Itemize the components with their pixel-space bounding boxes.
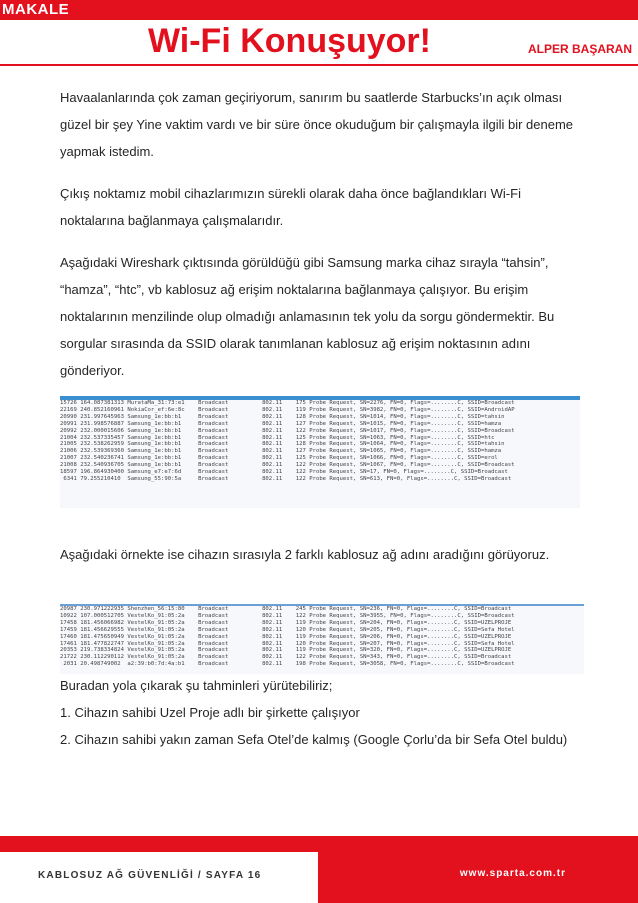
packet-row: 17459 181.456629555 VestelKo_91:05:2a Broadcast 802.11 120 Probe Request, SN=205, FN=0, Flags=........C, SSID=Sefa Hotel xyxy=(60,626,515,633)
packet-row: 17458 181.456066982 VestelKo_91:05:2a Broadcast 802.11 119 Probe Request, SN=204, FN=0, Flags=........C, SSID=UZELPROJE xyxy=(60,619,512,626)
packet-row: 6341 79.255210410 Samsung_55:90:5a Broadcast 802.11 122 Probe Request, SN=613, FN=0, Flags=........C, SSID=Broadcast xyxy=(60,475,512,482)
footer-website-link[interactable]: www.sparta.com.tr xyxy=(459,868,566,879)
packet-row: 2031 20.498749002 a2:39:b0:7d:4a:b1 Broadcast 802.11 198 Probe Request, SN=3058, FN=0, Flags=........C, SSID=Broadcast xyxy=(60,661,515,668)
packet-row: 21004 232.537335457 Samsung_1e:bb:b1 Broadcast 802.11 125 Probe Request, SN=1063, FN=0, Flags=........C, SSID=htc xyxy=(60,434,495,441)
packet-row: 20991 231.998576887 Samsung_1e:bb:b1 Broadcast 802.11 127 Probe Request, SN=1015, FN=0, Flags=........C, SSID=hamza xyxy=(60,420,502,427)
packet-row: 15726 164.087381313 MurataMa_31:73:e1 Broadcast 802.11 175 Probe Request, SN=2276, FN=0, Flags=........C, SSID=Broadcast xyxy=(60,400,515,406)
footer-series-label: KABLOSUZ AĞ GÜVENLİĞİ / SAYFA 16 xyxy=(38,870,262,881)
header-divider xyxy=(0,64,638,66)
paragraph-example: Aşağıdaki örnekte ise cihazın sırasıyla 2 farklı kablosuz ağ adını aradığını görüyoruz. xyxy=(60,547,550,562)
paragraph-intro: Havaalanlarında çok zaman geçiriyorum, sanırım bu saatlerde Starbucks’ın açık olması güzel bir şey Yine vaktim vardı ve bir süre önce okuduğum bir çalışmayla ilgili bir deneme yapmak istedim. xyxy=(60,90,574,159)
wireshark-capture-1 xyxy=(60,396,580,508)
conclusion-item-2: 2. Cihazın sahibi yakın zaman Sefa Otel’de kalmış (Google Çorlu’da bir Sefa Otel buldu) xyxy=(60,732,568,747)
packet-row: 18597 196.864930400 Samsung_e7:e7:6d Broadcast 802.11 122 Probe Request, SN=17, FN=0, Flags=........C, SSID=Broadcast xyxy=(60,469,508,476)
packet-row: 20353 219.738334824 VestelKo_91:05:2a Broadcast 802.11 119 Probe Request, SN=320, FN=0, Flags=........C, SSID=UZELPROJE xyxy=(60,647,512,654)
packet-row: 21005 232.538262959 Samsung_1e:bb:b1 Broadcast 802.11 128 Probe Request, SN=1064, FN=0, Flags=........C, SSID=tahsin xyxy=(60,441,505,448)
section-label: MAKALE xyxy=(2,1,70,18)
conclusion-item-1: 1. Cihazın sahibi Uzel Proje adlı bir şirkette çalışıyor xyxy=(60,705,360,720)
packet-row: 20992 232.000015606 Samsung_1e:bb:b1 Broadcast 802.11 122 Probe Request, SN=1017, FN=0, Flags=........C, SSID=Broadcast xyxy=(60,427,515,434)
paragraph-starting-point: Çıkış noktamız mobil cihazlarımızın sürekli olarak daha önce bağlandıkları Wi-Fi noktalarına bağlanmaya çalışmalarıdır. xyxy=(60,186,521,228)
conclusion-block xyxy=(60,672,580,753)
paragraph-wireshark: Aşağıdaki Wireshark çıktısında görüldüğü gibi Samsung marka cihaz sırayla “tahsin”, “hamza”, “htc”, vb kablosuz ağ erişim noktalarına bağlanmaya çalışıyor. Bu erişim noktalarının menzilinde olup olmadığı anlamasının tek yolu da sorgu göndermektir. Bu sorgular sırasında da SSID olarak tanımlanan kablosuz ağ erişim noktasının adını gönderiyor. xyxy=(60,255,555,378)
packet-row: 10922 107.000512705 VestelKo_91:05:2a Broadcast 802.11 122 Probe Request, SN=3955, FN=0, Flags=........C, SSID=Broadcast xyxy=(60,612,515,619)
packet-row: 20990 231.997645963 Samsung_1e:bb:b1 Broadcast 802.11 128 Probe Request, SN=1014, FN=0, Flags=........C, SSID=tahsin xyxy=(60,413,505,420)
packet-row: 21006 232.539369360 Samsung_1e:bb:b1 Broadcast 802.11 127 Probe Request, SN=1065, FN=0, Flags=........C, SSID=hamza xyxy=(60,448,502,455)
packet-row: 17461 181.477822747 VestelKo_91:05:2a Broadcast 802.11 120 Probe Request, SN=207, FN=0, Flags=........C, SSID=Sefa Hotel xyxy=(60,640,515,647)
packet-row: 21008 232.540936705 Samsung_1e:bb:b1 Broadcast 802.11 122 Probe Request, SN=1067, FN=0, Flags=........C, SSID=Broadcast xyxy=(60,462,515,469)
packet-row: 21722 230.112290112 VestelKo_91:05:2a Broadcast 802.11 122 Probe Request, SN=343, FN=0, Flags=........C, SSID=Broadcast xyxy=(60,654,512,661)
author-name: ALPER BAŞARAN xyxy=(527,42,632,56)
packet-row: 22169 240.852160961 NokiaCor_ef:6e:8c Broadcast 802.11 119 Probe Request, SN=3982, FN=0, Flags=........C, SSID=AndroidAP xyxy=(60,406,515,413)
packet-row: 20987 230.971222935 Shenzhen_56:15:80 Broadcast 802.11 245 Probe Request, SN=236, FN=0, Flags=........C, SSID=Broadcast xyxy=(60,606,512,612)
article-body xyxy=(60,84,580,399)
conclusion-intro: Buradan yola çıkarak şu tahminleri yürütebiliriz; xyxy=(60,678,333,693)
page-title: Wi-Fi Konuşuyor! xyxy=(148,22,431,60)
packet-row: 17460 181.475650949 VestelKo_91:05:2a Broadcast 802.11 119 Probe Request, SN=206, FN=0, Flags=........C, SSID=UZELPROJE xyxy=(60,633,512,640)
packet-row: 21007 232.540236741 Samsung_1e:bb:b1 Broadcast 802.11 125 Probe Request, SN=1066, FN=0, Flags=........C, SSID=erol xyxy=(60,455,498,462)
wireshark-capture-2 xyxy=(60,604,584,674)
